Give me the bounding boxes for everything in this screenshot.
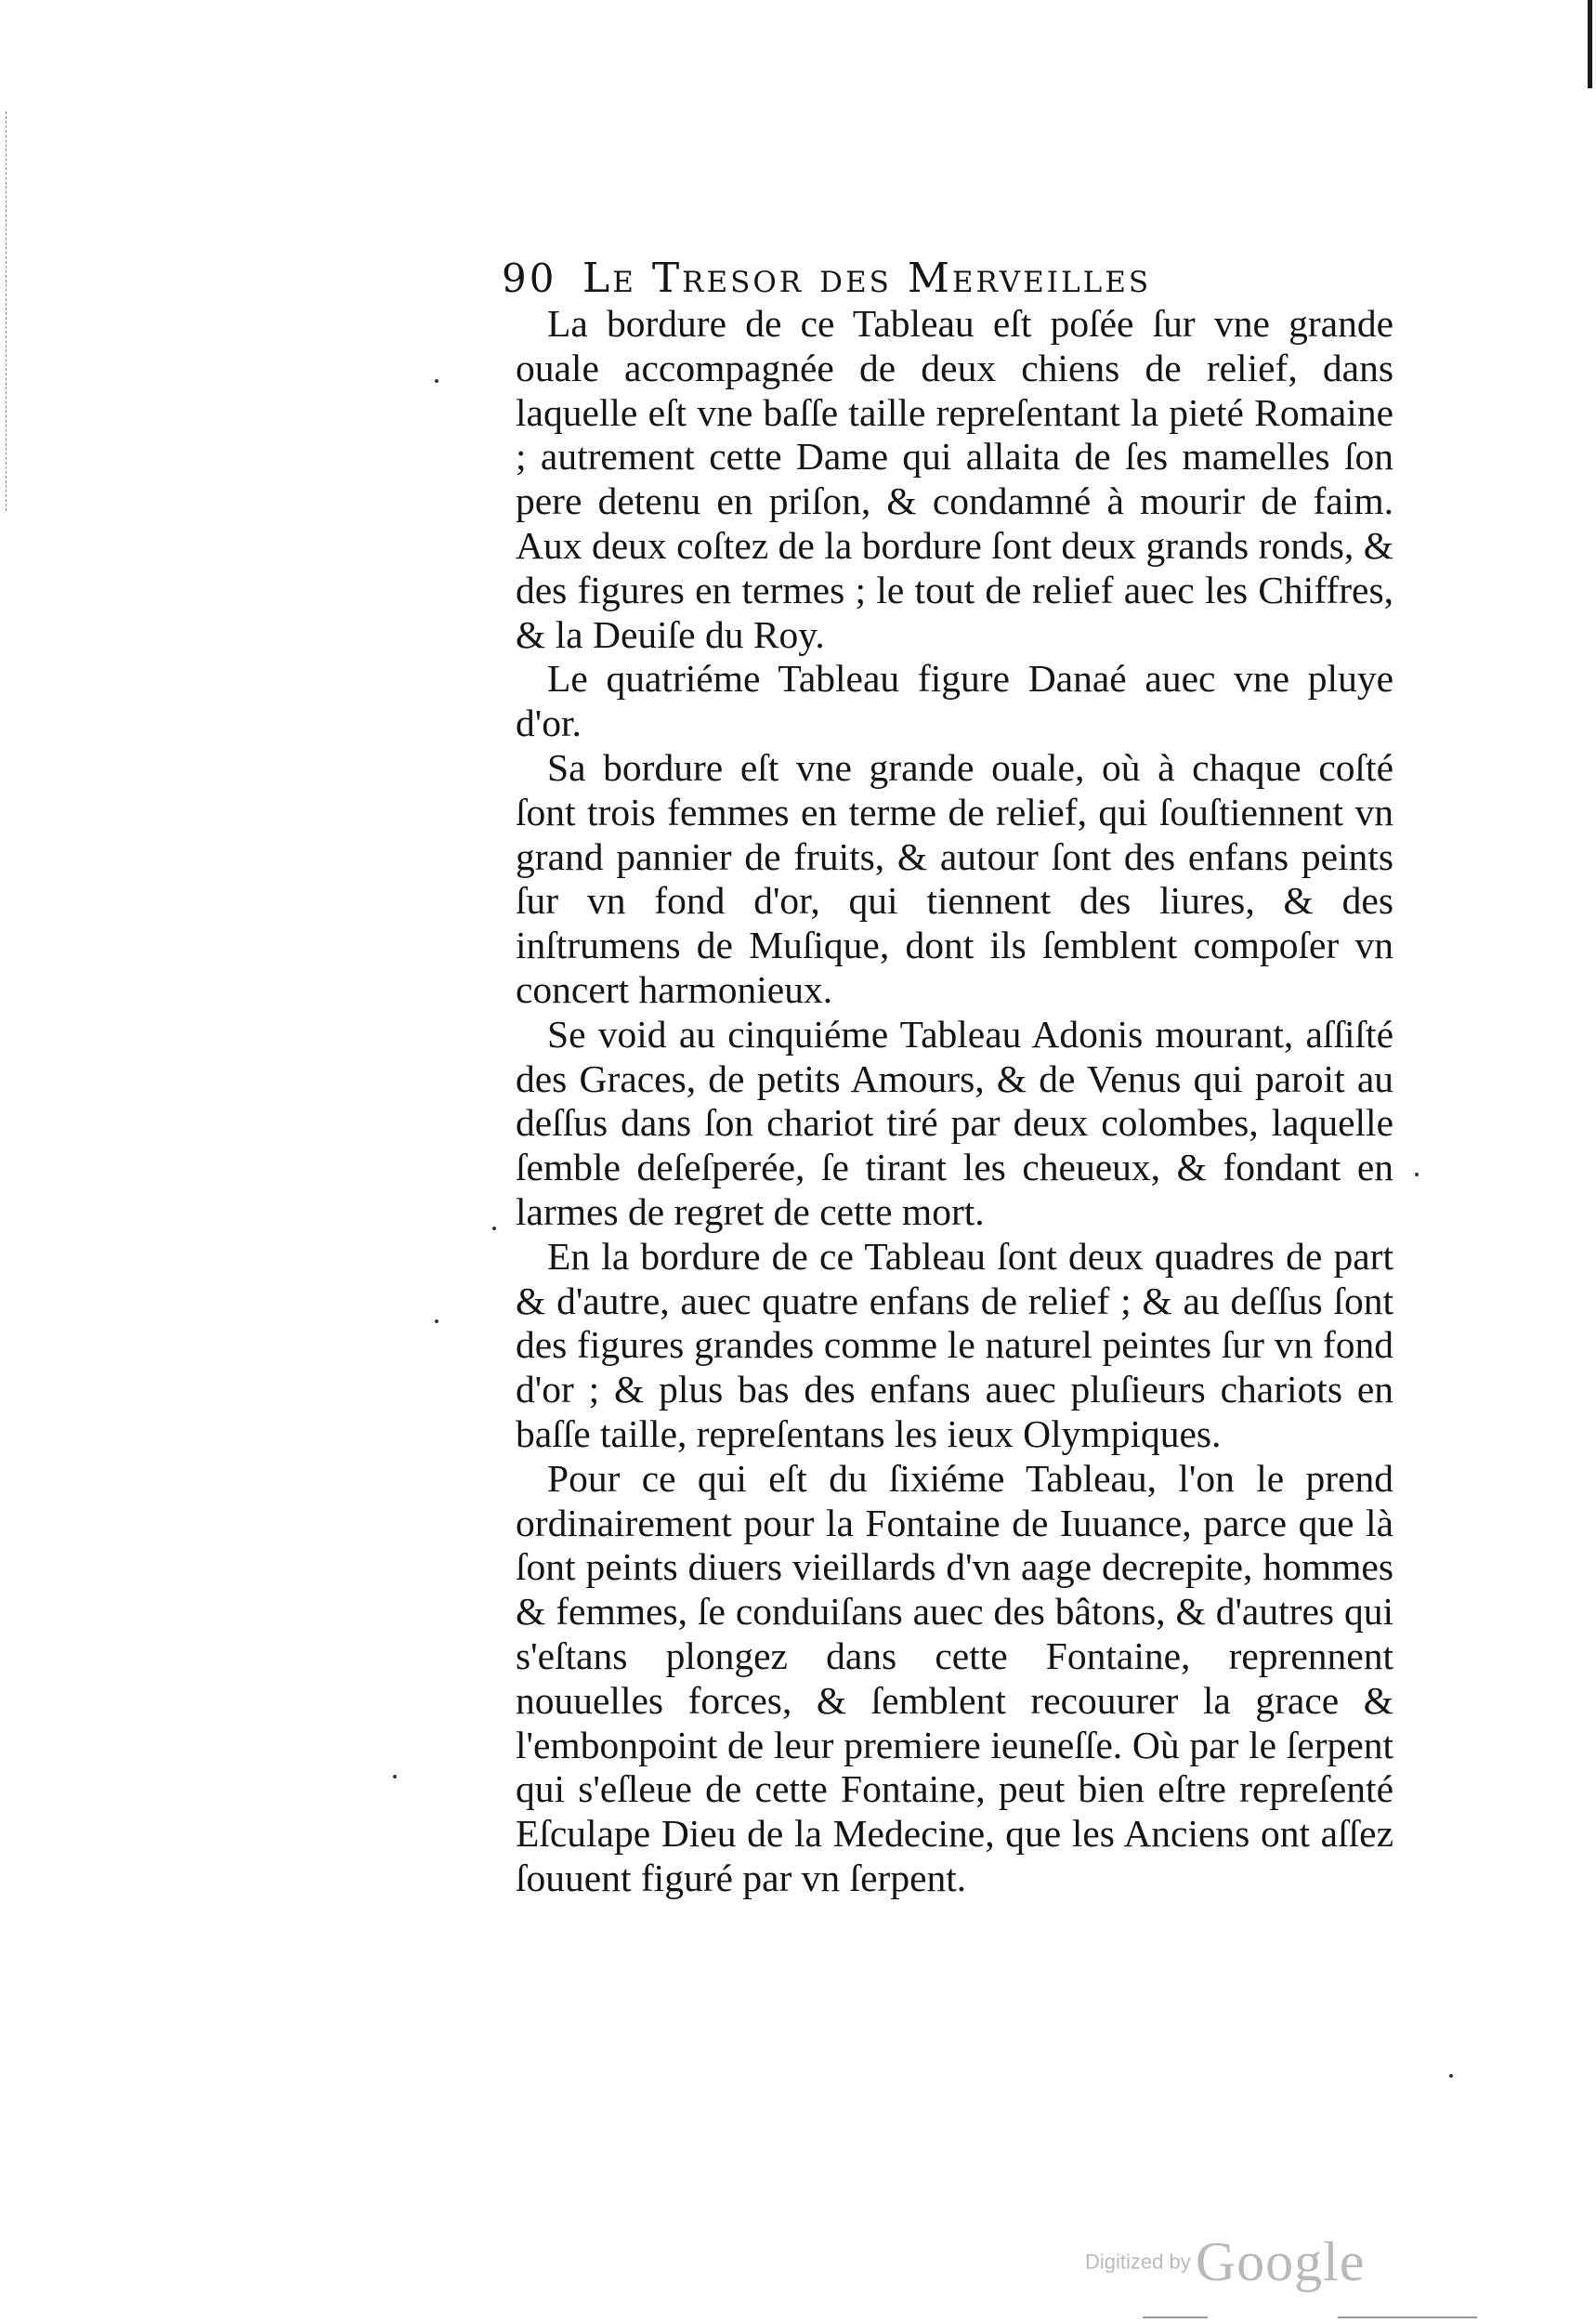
scan-speck xyxy=(393,1775,397,1778)
scan-rule xyxy=(1143,2316,1208,2318)
scan-margin-artifact xyxy=(6,112,7,511)
paragraph: La bordure de ce Tableau eſt poſée ſur vne grande ouale accompagnée de deux chiens de relief, dans laquelle eſt vne baſſe taille repreſentant la pieté Romaine ; autrement cette Dame qui allaita de ſes mamelles ſon pere detenu en priſon, & condamné à mourir de faim. Aux deux coſtez de la bordure ſont deux grands ronds, & des figures en termes ; le tout de relief auec les Chiffres, & la Deuiſe du Roy. xyxy=(516,302,1393,656)
page-number: 90 xyxy=(502,256,557,301)
digitized-by-label: Digitized by xyxy=(1085,2250,1191,2274)
paragraph: En la bordure de ce Tableau ſont deux quadres de part & d'autre, auec quatre enfans de relief ; & au deſſus ſont des figures grandes comme le naturel peintes ſur vn fond d'or ; & plus bas des enfans auec pluſieurs chariots en baſſe taille, repreſentans les ieux Olympiques. xyxy=(516,1234,1393,1455)
scan-speck xyxy=(435,379,438,383)
scan-edge-artifact xyxy=(1588,0,1592,88)
scan-speck xyxy=(435,1319,438,1323)
paragraph: Se void au cinquiéme Tableau Adonis mourant, aſſiſté des Graces, de petits Amours, & de Venus qui paroit au deſſus dans ſon chariot tiré par deux colombes, laquelle ſemble deſeſperée, ſe tirant les cheueux, & fondant en larmes de regret de cette mort. xyxy=(516,1012,1393,1233)
paragraph: Pour ce qui eſt du ſixiéme Tableau, l'on le prend ordinairement pour la Fontaine de Iuuance, parce que là ſont peints diuers vieillards d'vn aage decrepite, hommes & femmes, ſe conduiſans auec des bâtons, & d'autres qui s'eſtans plongez dans cette Fontaine, reprennent nouuelles forces, & ſemblent recouurer la grace & l'embonpoint de leur premiere ieuneſſe. Où par le ſerpent qui s'eſleue de cette Fontaine, peut bien eſtre repreſenté Eſculape Dieu de la Medecine, que les Anciens ont aſſez ſouuent figuré par vn ſerpent. xyxy=(516,1456,1393,1899)
paragraph: Le quatriéme Tableau figure Danaé auec vne pluye d'or. xyxy=(516,657,1393,745)
scan-speck xyxy=(1415,1173,1419,1176)
paragraph: Sa bordure eſt vne grande ouale, où à chaque coſté ſont trois femmes en terme de relief, qui ſouſtiennent vn grand pannier de fruits, & autour ſont des enfans peints ſur vn fond d'or, qui tiennent des liures, & des inſtrumens de Muſique, dont ils ſemblent compoſer vn concert harmonieux. xyxy=(516,745,1393,1011)
running-head xyxy=(502,251,1301,307)
scan-rule xyxy=(1338,2316,1477,2318)
running-title: Le Tresor des Merveilles xyxy=(582,255,1152,302)
digitization-watermark xyxy=(1085,2230,1457,2295)
scan-speck xyxy=(1449,2074,1453,2078)
body-text xyxy=(516,302,1393,1901)
google-wordmark: Google xyxy=(1195,2231,1366,2292)
scan-speck xyxy=(492,1227,496,1230)
